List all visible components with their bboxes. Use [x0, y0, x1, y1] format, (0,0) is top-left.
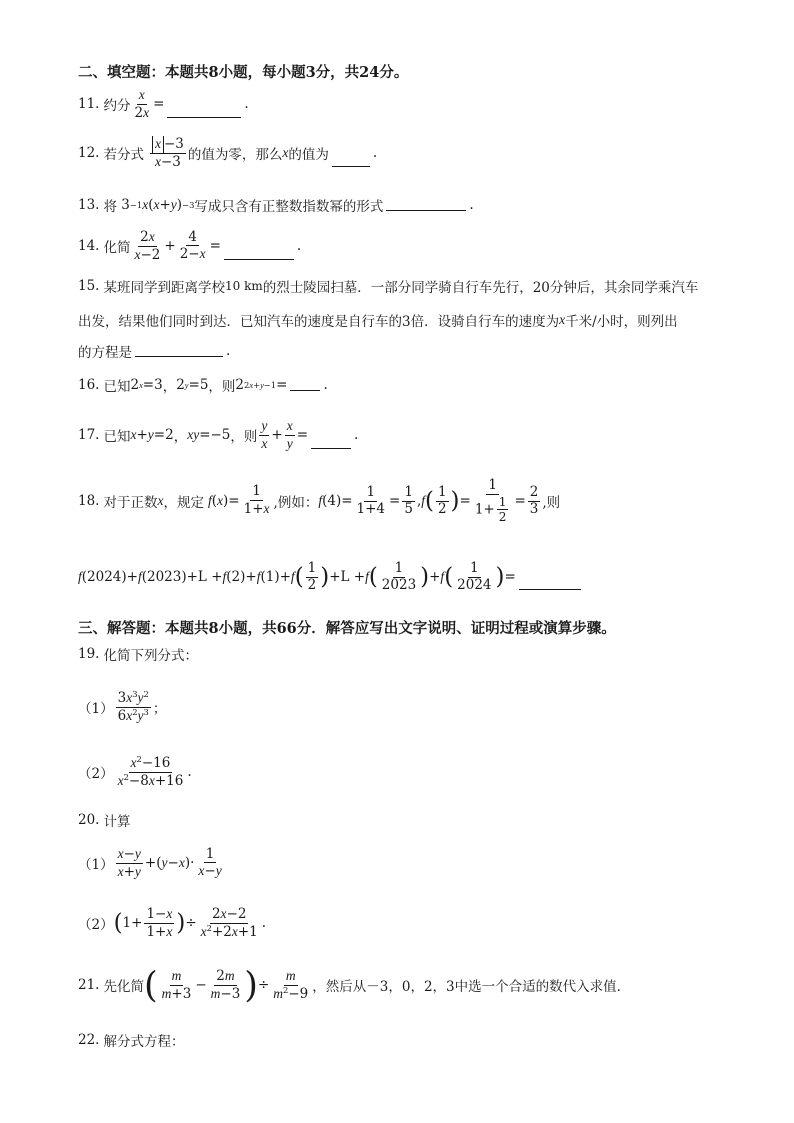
q20-expression-1: x−y x+y +( y − x )· 1 x−y: [117, 845, 222, 880]
q19-part-1-end: ；: [152, 701, 167, 718]
q17-fraction-2: $\frac{x}{y}$: [286, 418, 293, 451]
q18-definition: f ( x )= 1 1+x: [207, 483, 270, 518]
q20-part-2-label: （2）: [78, 917, 114, 934]
question-21: [78, 964, 631, 1006]
q19-text: 化简下列分式：: [103, 648, 198, 664]
q20-part-1: [78, 846, 226, 881]
q12-mid: 的值为零，那么: [187, 147, 283, 164]
q12-number: 12.: [78, 145, 100, 162]
q16-answer-blank: [290, 389, 320, 391]
q18-var: x: [157, 493, 164, 509]
q21-number: 21.: [78, 977, 100, 994]
q15-answer-blank: [135, 355, 223, 357]
q18-answer-blank: [519, 588, 581, 590]
q14-number: 14.: [78, 238, 100, 255]
q16-prefix: 已知: [103, 379, 131, 395]
q18-example-label: ,例如：: [273, 495, 319, 512]
q14-fraction-2: $\frac{4}{2-x}$: [179, 228, 206, 263]
q12-prefix: 若分式: [103, 147, 144, 164]
q20-expression-2: ( 1+ 1−x 1+x ) ÷ 2x−2 $x^2+2x+1$: [113, 906, 258, 940]
q15-text-3: 的方程是: [78, 345, 132, 361]
q16-expression: 2 2x+y−1 =: [235, 377, 288, 393]
q20-part-1-label: （1）: [78, 857, 114, 874]
q22-text: 解分式方程：: [103, 1034, 185, 1050]
section-2-heading: 二、填空题：本题共8小题，每小题3分，共24分。: [78, 64, 409, 81]
q12-post: 的值为: [288, 147, 329, 164]
q17-eq-1: x + y =2: [130, 427, 174, 444]
q15-text-2a: 出发，结果他们同时到达．已知汽车的速度是自行车的3倍．设骑自行车的速度为: [78, 314, 560, 330]
q15-text-1b: 的烈士陵园扫墓．一部分同学骑自行车先行，20分钟后，其余同学乘汽车: [262, 280, 699, 296]
q11-prefix: 约分: [103, 98, 131, 115]
q19-part-1-label: （1）: [78, 701, 114, 718]
q22-number: 22.: [78, 1032, 100, 1048]
q20-number: 20.: [78, 812, 100, 828]
question-18-line-2: [78, 561, 584, 594]
question-18-line-1: 18. 对于正数 x ，规定 f ( x )= 1 1+x ,例如： f (4)= 1 1+4 = 1 5 , f ( 1 2 ) = 1 1+ $\frac{1}{2}$ = 2 3 ,则: [78, 477, 561, 525]
q21-post: ，然后从－3，0，2，3中选一个合适的数代入求值．: [312, 979, 631, 996]
q13-number: 13.: [78, 197, 100, 213]
q20-part-2-end: .: [261, 915, 267, 932]
q19-part-2-end: .: [187, 764, 192, 781]
question-16: [78, 375, 328, 395]
q19-part-1: [78, 690, 166, 725]
q16-sep-2: ，则: [208, 379, 236, 395]
q17-eq-2: xy =−5: [187, 427, 231, 444]
question-22: [78, 1030, 184, 1050]
q21-prefix: 先化简: [103, 979, 144, 996]
q17-sep-1: ，: [173, 429, 188, 446]
q18-prefix: 对于正数: [103, 495, 158, 512]
question-19: [78, 644, 198, 664]
question-11: 11. 约分 $\frac{x}{2x}$ = .: [78, 87, 249, 121]
q14-fraction-1: 2x x−2: [134, 229, 161, 263]
q16-number: 16.: [78, 377, 100, 393]
q11-answer-blank: [167, 116, 241, 118]
q15-text-2b: 千米/小时，则列出: [565, 314, 678, 330]
q18-example-1: f (4)= 1 1+4 = 1 5: [318, 483, 413, 517]
q15-number: 15.: [78, 278, 100, 294]
section-3-heading: 三、解答题：本题共8小题，共66分．解答应写出文字说明、证明过程或演算步骤。: [78, 620, 616, 637]
question-14: 14. 化简 2x x−2 + $\frac{4}{2-x}$ = .: [78, 228, 302, 263]
q14-end: .: [296, 238, 302, 255]
q20-text: 计算: [103, 814, 131, 830]
q12-end: .: [372, 145, 378, 162]
q20-part-2: [78, 906, 266, 941]
question-12: [78, 136, 377, 171]
question-15-line-2: [78, 310, 678, 330]
q16-eq-2: 2 y =5: [176, 377, 209, 393]
q13-prefix: 将: [103, 199, 117, 215]
q18-example-2: f ( 1 2 ) = 1 1+ $\frac{1}{2}$ = 2 3: [421, 477, 539, 525]
q16-eq-1: 2 x =3: [130, 377, 163, 393]
q19-fraction-2: $x^2-16$ $x^2-8x+16$: [117, 753, 184, 789]
question-15-line-1: [78, 276, 698, 296]
q11-fraction: $\frac{x}{2x}$: [134, 87, 150, 121]
q14-prefix: 化简: [103, 240, 131, 257]
q17-prefix: 已知: [103, 429, 131, 446]
q11-number: 11.: [78, 96, 100, 113]
q18-number: 18.: [78, 493, 100, 510]
q21-expression: ( m m+3 − 2m m−3 ) ÷ m $m^2-9$: [143, 964, 309, 1006]
q19-part-2-label: （2）: [78, 766, 114, 783]
q15-distance: 10 km: [224, 279, 263, 293]
question-17: 17. 已知 x + y =2 ， xy =−5 ，则 y x + $\frac{x}{y}$ = .: [78, 418, 359, 451]
q16-sep-1: ，: [162, 379, 177, 395]
q18-sum-expression: f (2024)+ f (2023)+L + f (2)+ f (1)+ f ( 1 2 ) +L + f ( 1 2023 ) + f ( 1 2024 ) =: [78, 560, 516, 593]
question-15-line-3: [78, 341, 230, 361]
q14-answer-blank: [224, 258, 294, 260]
q12-fraction: x −3 x−3: [150, 136, 186, 171]
q13-end: .: [469, 197, 474, 213]
q17-answer-blank: [311, 447, 351, 449]
q15-var: x: [559, 312, 566, 327]
question-20: [78, 810, 130, 830]
question-13: [78, 195, 474, 215]
q19-part-2: [78, 755, 192, 790]
q19-number: 19.: [78, 646, 100, 662]
q12-answer-blank: [332, 165, 370, 167]
q11-end: .: [244, 96, 249, 113]
q13-answer-blank: [386, 209, 466, 211]
q18-mid: ，规定: [163, 495, 204, 512]
q13-mid: 写成只含有正整数指数幂的形式: [194, 199, 384, 215]
q13-expression: 3 −1 x ( x + y ) −3: [116, 197, 195, 213]
q15-end: .: [226, 343, 231, 359]
q17-fraction-1: y x: [261, 418, 268, 451]
q15-text-1a: 某班同学到距离学校: [103, 280, 225, 296]
q16-end: .: [323, 377, 328, 393]
q17-number: 17.: [78, 427, 100, 444]
q17-sep-2: ，则: [230, 429, 258, 446]
q12-var: x: [282, 145, 289, 161]
q18-then: ,则: [542, 495, 561, 512]
q17-end: .: [354, 427, 359, 444]
q19-fraction-1: $3x^3y^2$ $6x^2y^3$: [117, 688, 149, 724]
